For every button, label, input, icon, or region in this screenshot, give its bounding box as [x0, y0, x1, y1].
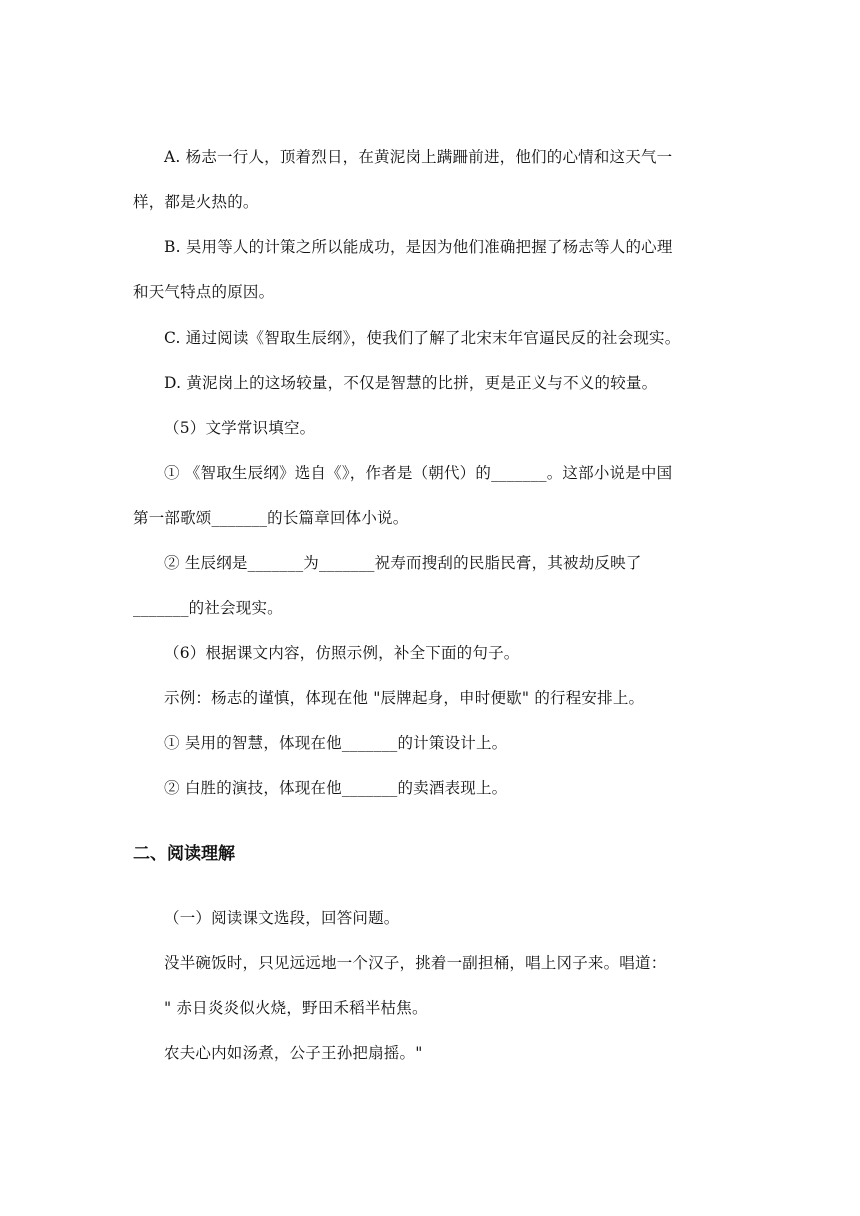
option-b-line-2: 和天气特点的原因。 — [133, 283, 275, 301]
question-5-title: （5）文学常识填空。 — [164, 419, 316, 437]
question-5-item-2-line-1: ② 生辰纲是_______为_______祝寿而搜刮的民脂民膏，其被劫反映了 — [164, 554, 642, 572]
option-b-line-1: B. 吴用等人的计策之所以能成功，是因为他们准确把握了杨志等人的心理 — [164, 238, 673, 256]
question-6-example: 示例：杨志的谨慎，体现在他 "辰牌起身，申时便歇" 的行程安排上。 — [164, 689, 645, 707]
question-6-item-2: ② 白胜的演技，体现在他_______的卖酒表现上。 — [164, 779, 508, 797]
reading-passage-line-1: 没半碗饭时，只见远远地一个汉子，挑着一副担桶，唱上冈子来。唱道： — [164, 954, 667, 972]
question-5-item-1-line-1: ① 《智取生辰纲》选自《》，作者是（朝代）的_______。这部小说是中国 — [164, 464, 673, 482]
question-5-item-1-line-2: 第一部歌颂_______的长篇章回体小说。 — [133, 509, 409, 527]
option-d-line: D. 黄泥岗上的这场较量，不仅是智慧的比拼，更是正义与不义的较量。 — [164, 374, 658, 392]
option-a-line-1: A. 杨志一行人，顶着烈日，在黄泥岗上蹒跚前进，他们的心情和这天气一 — [164, 148, 673, 166]
reading-intro: （一）阅读课文选段，回答问题。 — [164, 909, 400, 927]
reading-poem-line-1: " 赤日炎炎似火烧，野田禾稻半枯焦。 — [164, 999, 428, 1017]
question-6-title: （6）根据课文内容，仿照示例，补全下面的句子。 — [164, 644, 520, 662]
section-heading: 二、阅读理解 — [133, 844, 235, 864]
question-5-item-2-line-2: _______的社会现实。 — [133, 599, 283, 617]
reading-poem-line-2: 农夫心内如汤煮，公子王孙把扇摇。" — [164, 1044, 423, 1062]
option-c-line: C. 通过阅读《智取生辰纲》，使我们了解了北宋末年官逼民反的社会现实。 — [164, 329, 681, 347]
option-a-line-2: 样，都是火热的。 — [133, 193, 259, 211]
question-6-item-1: ① 吴用的智慧，体现在他_______的计策设计上。 — [164, 734, 508, 752]
